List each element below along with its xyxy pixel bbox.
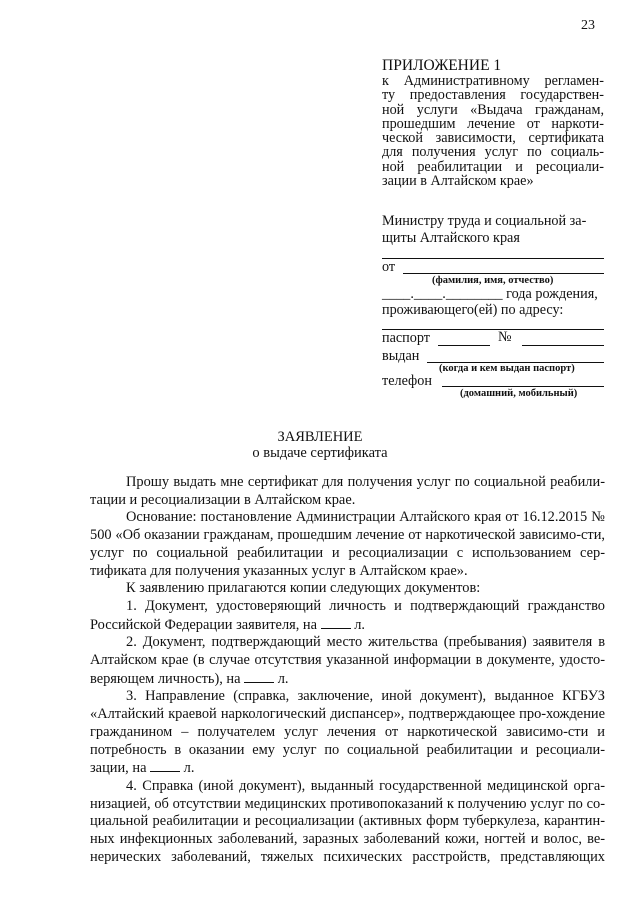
item-2-text: 2. Документ, подтверждающий место жительства (пребывания) заявителя в Алтайском крае (в случае отсутствия указанной информации в документе, удосто-веряющем личность), на — [90, 634, 605, 687]
number-sign: № — [498, 329, 512, 345]
from-label: от — [382, 259, 396, 275]
document-title: ЗАЯВЛЕНИЕ — [277, 429, 363, 445]
sheet-suffix: л. — [180, 760, 195, 777]
item-4: 4. Справка (иной документ), выданный государственной медицинской орга-низацией, об отсутствии медицинских противопоказаний к получению услуг по со-циальной реабилитации и ресоциализации (активных форм туберкулеза, карантин-ных инфекционных заболеваний, заразных заболеваний кожи, ногтей и волос, ве-нерических заболеваний, тяжелых психических расстройств, представляющих — [90, 777, 605, 865]
document-subtitle: о выдаче сертификата — [252, 445, 388, 461]
document-body — [90, 474, 605, 866]
attached-paragraph: К заявлению прилагаются копии следующих документов: — [126, 580, 481, 597]
appendix-line: ной услуги «Выдача гражданам, — [382, 102, 604, 117]
appendix-block — [382, 58, 604, 188]
passport-label: паспорт — [382, 330, 430, 346]
addressee-line2: щиты Алтайского края — [382, 230, 520, 246]
appendix-line: ной реабилитации и ресоциали- — [382, 159, 604, 175]
appendix-heading: ПРИЛОЖЕНИЕ 1 — [382, 57, 502, 74]
item-3-text: 3. Направление (справка, заключение, иной документ), выданное КГБУЗ «Алтайский краевой наркологический диспансер», подтверждающее про-хождение гражданином – получателем услуг лечения от наркотической зависимо-сти и потребность в оказании ему услуг по социальной реабилитации и ресоциали-зации, на — [90, 688, 605, 777]
passport-number-field — [522, 345, 604, 346]
appendix-line: ческой зависимости, сертификата — [382, 131, 604, 146]
birth-line: ____.____.________ года рождения, — [382, 286, 598, 302]
residing-label: проживающего(ей) по адресу: — [382, 302, 564, 318]
appendix-line: ту предоставления государствен- — [382, 88, 604, 103]
item-2 — [90, 634, 605, 688]
item-3 — [90, 688, 605, 778]
issued-label: выдан — [382, 348, 420, 364]
sheet-count-field — [244, 670, 274, 683]
appendix-line: зации в Алтайском крае» — [382, 174, 534, 189]
sheet-count-field — [321, 616, 351, 629]
sheet-count-field — [150, 759, 180, 772]
basis-paragraph: Основание: постановление Администрации Алтайского края от 16.12.2015 № 500 «Об оказании гражданам, прошедшим лечение от наркотической зависимо-сти, услуг по социальной реабилитации и ресоциализации с использованием сер-тификата для получения указанных услуг в Алтайском крае». — [90, 509, 605, 579]
passport-series-field — [438, 345, 490, 346]
appendix-line: для получения услуг по социаль- — [382, 145, 604, 160]
fio-field — [403, 273, 604, 274]
addressee-line1: Министру труда и социальной за- — [382, 213, 587, 229]
issued-hint: (когда и кем выдан паспорт) — [439, 363, 575, 374]
request-paragraph: Прошу выдать мне сертификат для получения услуг по социальной реабили-тации и ресоциализации в Алтайском крае. — [90, 474, 605, 508]
appendix-line: к Административному регламен- — [382, 74, 604, 89]
sheet-suffix: л. — [350, 616, 366, 633]
fio-hint: (фамилия, имя, отчество) — [432, 275, 554, 286]
phone-hint: (домашний, мобильный) — [460, 388, 578, 399]
appendix-line: прошедшим лечение от наркоти- — [382, 116, 604, 132]
phone-label: телефон — [382, 373, 432, 389]
phone-field — [442, 386, 604, 387]
item-1 — [90, 598, 605, 634]
blank-line — [382, 258, 604, 259]
item-1-text: 1. Документ, удостоверяющий личность и подтверждающий гражданство Российской Федерации заявителя, на — [90, 597, 605, 633]
page-number: 23 — [581, 18, 595, 33]
sheet-suffix: л. — [274, 670, 289, 687]
